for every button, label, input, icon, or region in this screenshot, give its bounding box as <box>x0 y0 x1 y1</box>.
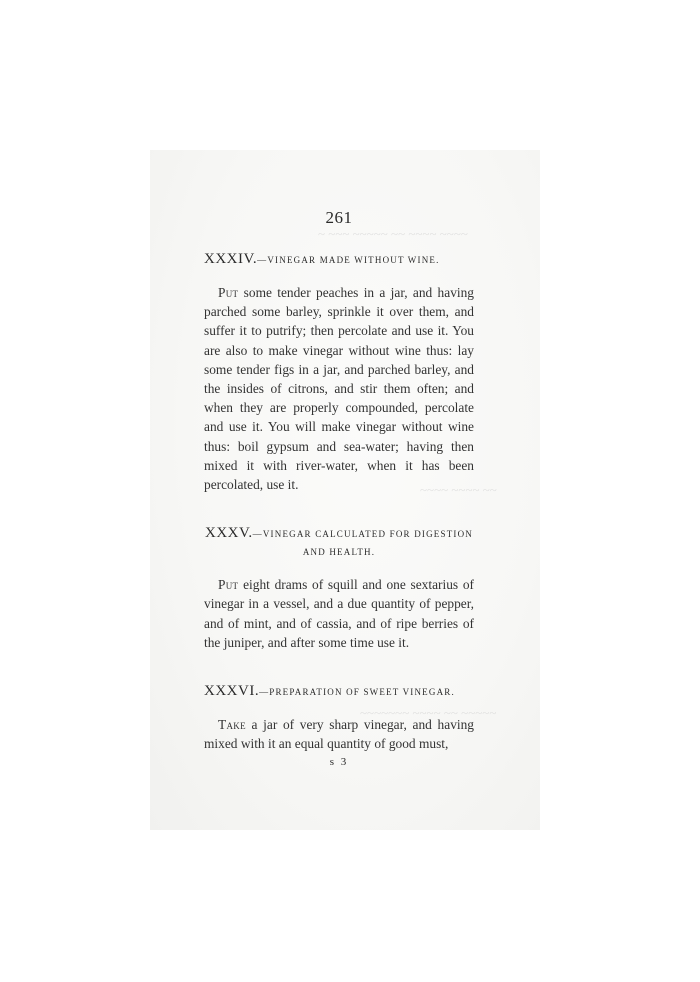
paragraph-text: some tender peaches in a jar, and having parched some barley, sprinkle it over them, and suffer it to putrify; then percolate and use it. You are also to make vinegar without wine thus: lay some tender figs in a jar, and parched barley, and the insides of citrons, and stir them often; and when they are properly compounded, percolate and use it. You will make vinegar without wine thus: boil gypsum and sea-water; having then mixed it with river-water, when it has been percolated, use it. <box>204 285 474 493</box>
chapter-number: XXXV. <box>205 525 253 542</box>
recipe-paragraph <box>204 575 474 652</box>
page-number: 261 <box>325 208 353 227</box>
lead-word: Put <box>218 285 239 300</box>
page-text <box>204 208 474 768</box>
paragraph-text: a jar of very sharp vinegar, and having mixed with it an equal quantity of good must, <box>204 717 474 752</box>
chapter-number: XXXIV. <box>204 251 258 267</box>
recipe-paragraph <box>204 715 474 753</box>
paragraph-text: eight drams of squill and one sextarius of vinegar in a vessel, and a due quantity of pepper, and of mint, and of cassia, and of ripe berries of the juniper, and after some time use it. <box>204 577 474 650</box>
show-through-text: ~ ~~~ ~~~~~ ~~ ~~~~ ~~~~ <box>318 226 468 241</box>
signature-mark: s 3 <box>329 756 349 769</box>
recipe-paragraph <box>204 283 474 494</box>
chapter-heading <box>204 250 474 269</box>
lead-word: Put <box>218 577 239 593</box>
chapter-number: XXXVI. <box>204 683 260 700</box>
chapter-heading <box>204 524 474 561</box>
lead-word: Take <box>218 717 246 733</box>
chapter-title: —VINEGAR MADE WITHOUT WINE. <box>257 255 440 265</box>
chapter-title: —VINEGAR CALCULATED FOR DIGESTION AND HEALTH. <box>252 529 473 558</box>
show-through-text: ~~~~~~~ ~~~~ ~~ ~~~~~ <box>360 705 497 720</box>
chapter-title: —PREPARATION OF SWEET VINEGAR. <box>259 687 455 698</box>
chapter-heading <box>204 682 474 701</box>
show-through-text: ~~~~ ~~~~ ~~ <box>420 482 497 497</box>
